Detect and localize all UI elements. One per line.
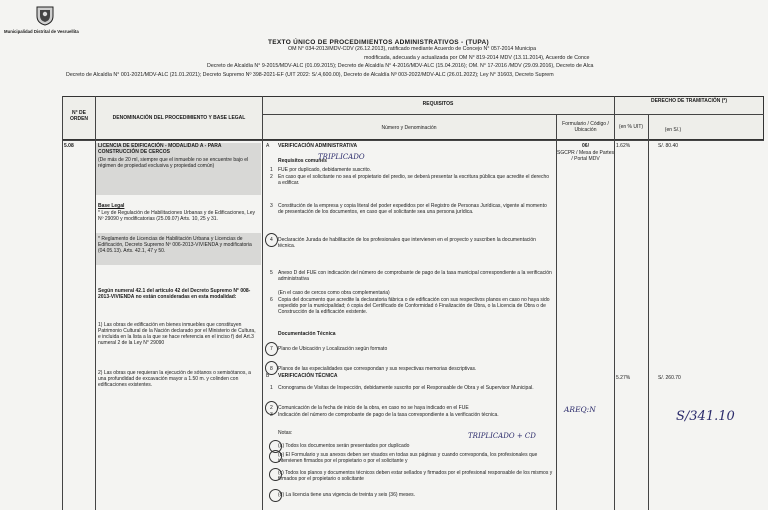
req-b3: Indicación del número de comprobante de pago de la tasa correspondiente a la verificación técnica. [278, 412, 499, 418]
pen-circle-nota-c [269, 468, 282, 481]
notas-label: Notas: [278, 430, 293, 436]
header-line-1: OM N° 034-2013/MDV-CDV (26.12.2013), ratificado mediante Acuerdo de Concejo N° 057-2014 Municipa [288, 46, 537, 52]
req-b2: Comunicación de la fecha de inicio de la obra, en caso no se haya indicado en el FUE [278, 405, 469, 411]
base-legal-1: * Ley de Regulación de Habilitaciones Urbanas y de Edificaciones, Ley Nº 29090 y modificatorias (25.09.07) Arts. 10, 25 y 31. [98, 210, 256, 223]
header-uit: (en % UIT) [618, 124, 644, 130]
form-code: 06/ [582, 143, 589, 149]
req-5: Anexo D del FUE con indicación del número de comprobante de pago de la tasa municipal correspondiente a la verificación administrativa [278, 270, 552, 283]
req-2: En caso que el solicitante no sea el propietario del predio, se deberá presentar la escritura pública que acredite el derecho a edificar. [278, 174, 550, 187]
req-1: FUE por duplicado, debidamente suscrito. [278, 167, 372, 173]
header-orden: N° DE ORDEN [69, 110, 89, 122]
pen-circle-4 [265, 233, 278, 247]
req-8: Planos de las especialidades que correspondan y sus respectivas memorias descriptivas. [278, 366, 477, 372]
nota-d: (d) La licencia tiene una vigencia de treinta y seis (36) meses. [278, 492, 416, 498]
pen-circle-nota-b [269, 450, 282, 463]
fee-b-soles: S/. 260.70 [658, 375, 681, 381]
base-legal-2: * Reglamento de Licencias de Habilitación Urbana y Licencias de Edificación, Decreto Supremo Nº 006-2013-VIVIENDA y modificatoria (04.05.13). Arts. 42.1, 47 y 50. [98, 236, 252, 255]
procedure-title: LICENCIA DE EDIFICACIÓN - MODALIDAD A - PARA CONSTRUCCIÓN DE CERCOS [98, 143, 222, 156]
section-a-title: VERIFICACIÓN ADMINISTRATIVA [278, 143, 358, 149]
nota-c: (c) Todos los planos y documentos técnicos deben estar sellados y firmados por el profesional responsable de los mismos y firmados por el propietario o solicitante [278, 470, 553, 483]
pen-circle-nota-d [269, 489, 282, 502]
header-line-4: Decreto de Alcaldía N° 001-2021/MDV-ALC (21.01.2021); Decreto Supremo Nº 398-2021-EF (UIT 2022: S/.4,600.00), Decreto de Alcaldía Nº 003-2022/MDV-ALC (26.01.2022); Ley N° 31603, Decreto Suprem [66, 72, 554, 78]
numeral-2: 2) Las obras que requieran la ejecución de sótanos o semisótanos, a una profundidad de excavación mayor a 1.50 m. y colinden con edificaciones existentes. [98, 370, 251, 389]
numeral-title: Según numeral 42.1 del artículo 42 del Decreto Supremo N° 008-2013-VIVIENDA no están consideradas en esta modalidad: [98, 288, 251, 301]
header-denominacion: DENOMINACIÓN DEL PROCEDIMIENTO Y BASE LEGAL [112, 115, 246, 121]
header-numero: Número y Denominación [381, 125, 437, 131]
numeral-1: 1) Las obras de edificación en bienes inmuebles que constituyen Patrimonio Cultural de la Nación declarado por el Ministerio de Cultura, e incluida en la lista a la que se hace referencia en el inciso f) del Art.3 numeral 2 de la Ley N° 29090 [98, 322, 256, 347]
municipality-name: Municipalidad Distrital de Vesruellita [4, 29, 79, 34]
pen-circle-b2 [265, 401, 278, 415]
pen-circle-7 [265, 342, 278, 356]
handwritten-amount: S/341.10 [676, 409, 735, 424]
header-requisitos: REQUISITOS [422, 101, 454, 107]
header-line-2: modificada, adecuada y actualizada por OM N° 819-2014 MDV (13.11.2014), Acuerdo de Conce [364, 55, 590, 61]
req-b1: Cronograma de Visitas de Inspección, debidamente suscrito por el Responsable de Obra y el Supervisor Municipal. [278, 385, 534, 391]
documentacion-tecnica: Documentación Técnica [278, 331, 336, 337]
procedure-subtitle: (De más de 20 ml, siempre que el inmueble no se encuentre bajo el régimen de propiedad exclusiva y propiedad común) [98, 157, 249, 170]
req-cercos: (En el caso de cercos como obra complementaria) [278, 290, 390, 296]
handwritten-note-2: TRIPLICADO + CD [468, 432, 536, 440]
fee-a-uit: 1.62% [616, 143, 631, 149]
header-soles: (en S/.) [664, 127, 682, 133]
row-orden: 5.08 [64, 143, 74, 149]
fee-a-soles: S/. 80.40 [658, 143, 679, 149]
nota-a: (a) Todos los documentos serán presentados por duplicado [278, 443, 410, 449]
nota-b: (b) El Formulario y sus anexos deben ser visados en todas sus páginas y cuando corresponda, los profesionales que intervienen firmados por el propietario o por el solicitante y [278, 452, 538, 465]
scanned-page: Municipalidad Distrital de Vesruellita TEXTO ÚNICO DE PROCEDIMIENTOS ADMINISTRATIVOS - (TUPA) OM N° 034-2013/MDV-CDV (26.12.2013), ratificado mediante Acuerdo de Concejo N° 057-2014 Municipa modificada, adecuada y actualizada por OM N° 819-2014 MDV (13.11.2014), Acuerdo de Conce Decreto de Alcaldía N° 9-2015/MDV-ALC (01.09.2015); Decreto de Alcaldía N° 4-2016/MDV-ALC (15.04.2016); OM. N° 17-2016 /MDV (29.09.2016), Decreto de Alca Decreto de Alcaldía N° 001-2021/MDV-ALC (21.01.2021); Decreto Supremo Nº 398-2021-EF (UIT 2022: S/.4,600.00), Decreto de Alcaldía Nº 003-2022/MDV-ALC (26.01.2022); Ley N° 31603, Decreto Suprem N° DE ORDEN DENOMINACIÓN DEL PROCEDIMIENTO Y BASE LEGAL REQUISITOS Número y Denominación Formulario / Código / Ubicación DERECHO DE TRAMITACIÓN (*) (en % UIT) (en S/.) 5.08 LICENCIA DE EDIFICACIÓN - MODALIDAD A - PARA CONSTRUCCIÓN DE CERCOS (De más de 20 ml, siempre que el inmueble no se encuentre bajo el régimen de propiedad exclusiva y propiedad común) Base Legal * Ley de Regulación de Habilitaciones Urbanas y de Edificaciones, Ley Nº 29090 y modificatorias (25.09.07) Arts. 10, 25 y 31. * Reglamento de Licencias de Habilitación Urbana y Licencias de Edificación, Decreto Supremo Nº 006-2013-VIVIENDA y modificatoria (04.05.13). Arts. 42.1, 47 y 50. Según numeral 42.1 del artículo 42 del Decreto Supremo N° 008-2013-VIVIENDA no están consideradas en esta modalidad: 1) Las obras de edificación en bienes inmuebles que constituyen Patrimonio Cultural de la Nación declarado por el Ministerio de Cultura, e incluida en la lista a la que se hace referencia en el inciso f) del Art.3 numeral 2 de la Ley N° 29090 2) Las obras que requieran la ejecución de sótanos o semisótanos, a una profundidad de excavación mayor a 1.50 m. y colinden con edificaciones existentes. A VERIFICACIÓN ADMINISTRATIVA Requisitos comunes 1 FUE por duplicado, debidamente suscrito. 2 En caso que el solicitante no sea el propietario del predio, se deberá presentar la escritura pública que acredite el derecho a edificar. 3 Constitución de la empresa y copia literal del poder expedidos por el Registro de Personas Jurídicas, vigente al momento de presentación de los documentos, en caso que el solicitante sea una persona jurídica. 4 Declaración Jurada de habilitación de los profesionales que intervienen en el proyecto y suscriben la documentación técnica. 5 Anexo D del FUE con indicación del número de comprobante de pago de la tasa municipal correspondiente a la verificación administrativa (En el caso de cercos como obra complementaria) 6 Copia del documento que acredite la declaratoria fábrica o de edificación con sus respectivos planos en caso no haya sido expedido por la municipalidad; ó copia del Certificado de Conformidad ó Finalización de Obra, o la Licencia de Obra o de Construcción de la edificación existente. Documentación Técnica 7 Plano de Ubicación y Localización según formato 8 Planos de las especialidades que correspondan y sus respectivas memorias descriptivas. B VERIFICACIÓN TÉCNICA 1 Cronograma de Visitas de Inspección, debidamente suscrito por el Responsable de Obra y el Supervisor Municipal. 2 Comunicación de la fecha de inicio de la obra, en caso no se haya indicado en el FUE 3 Indicación del número de comprobante de pago de la tasa correspondiente a la verificación técnica. Notas: (a) Todos los documentos serán presentados por duplicado (b) El Formulario y sus anexos deben ser visados en todas sus páginas y cuando corresponda, los profesionales que intervienen firmados por el propietario o por el solicitante y (c) Todos los planos y documentos técnicos deben estar sellados y firmados por el profesional responsable de los mismos y firmados por el propietario o solicitante (d) La licencia tiene una vigencia de treinta y seis (36) meses. 06/ SGCPR / Mesa de Partes / Portal MDV 1.62% S/. 80.40 5.27% S/. 260.70 TRIPLICADO TRIPLICADO + CD AREQ:N S/341.10 [0, 0, 768, 510]
req-7: Plano de Ubicación y Localización según formato [278, 346, 388, 352]
section-b-title: VERIFICACIÓN TÉCNICA [278, 373, 338, 379]
header-line-3: Decreto de Alcaldía N° 9-2015/MDV-ALC (01.09.2015); Decreto de Alcaldía N° 4-2016/MDV-ALC (15.04.2016); OM. N° 17-2016 /MDV (29.09.2016), Decreto de Alca [207, 63, 594, 69]
header-derecho: DERECHO DE TRAMITACIÓN (*) [650, 98, 727, 104]
municipal-seal-icon [34, 4, 56, 26]
handwritten-note-1: TRIPLICADO [318, 153, 365, 161]
form-location: SGCPR / Mesa de Partes / Portal MDV [557, 150, 614, 163]
handwritten-note-3: AREQ:N [564, 405, 596, 414]
fee-b-uit: 5.27% [616, 375, 631, 381]
req-3: Constitución de la empresa y copia literal del poder expedidos por el Registro de Personas Jurídicas, vigente al momento de presentación de los documentos, en caso que el solicitante sea una persona jurídica. [278, 203, 547, 216]
header-formulario: Formulario / Código / Ubicación [562, 121, 609, 133]
document-title: TEXTO ÚNICO DE PROCEDIMIENTOS ADMINISTRATIVOS - (TUPA) [268, 39, 489, 46]
section-a-letter: A [266, 143, 270, 149]
requisitos-comunes: Requisitos comunes [278, 158, 327, 164]
section-b-letter: B [266, 373, 270, 379]
base-legal-label: Base Legal [98, 203, 125, 209]
req-6: Copia del documento que acredite la declaratoria fábrica o de edificación con sus respectivos planos en caso no haya sido expedido por la municipalidad; ó copia del Certificado de Conformidad ó Finalización de Obra, o la Licencia de Obra o de Construcción de la edificación existente. [278, 297, 550, 316]
pen-circle-8 [265, 361, 278, 375]
req-4: Declaración Jurada de habilitación de los profesionales que intervienen en el proyecto y suscriben la documentación técnica. [278, 237, 536, 250]
